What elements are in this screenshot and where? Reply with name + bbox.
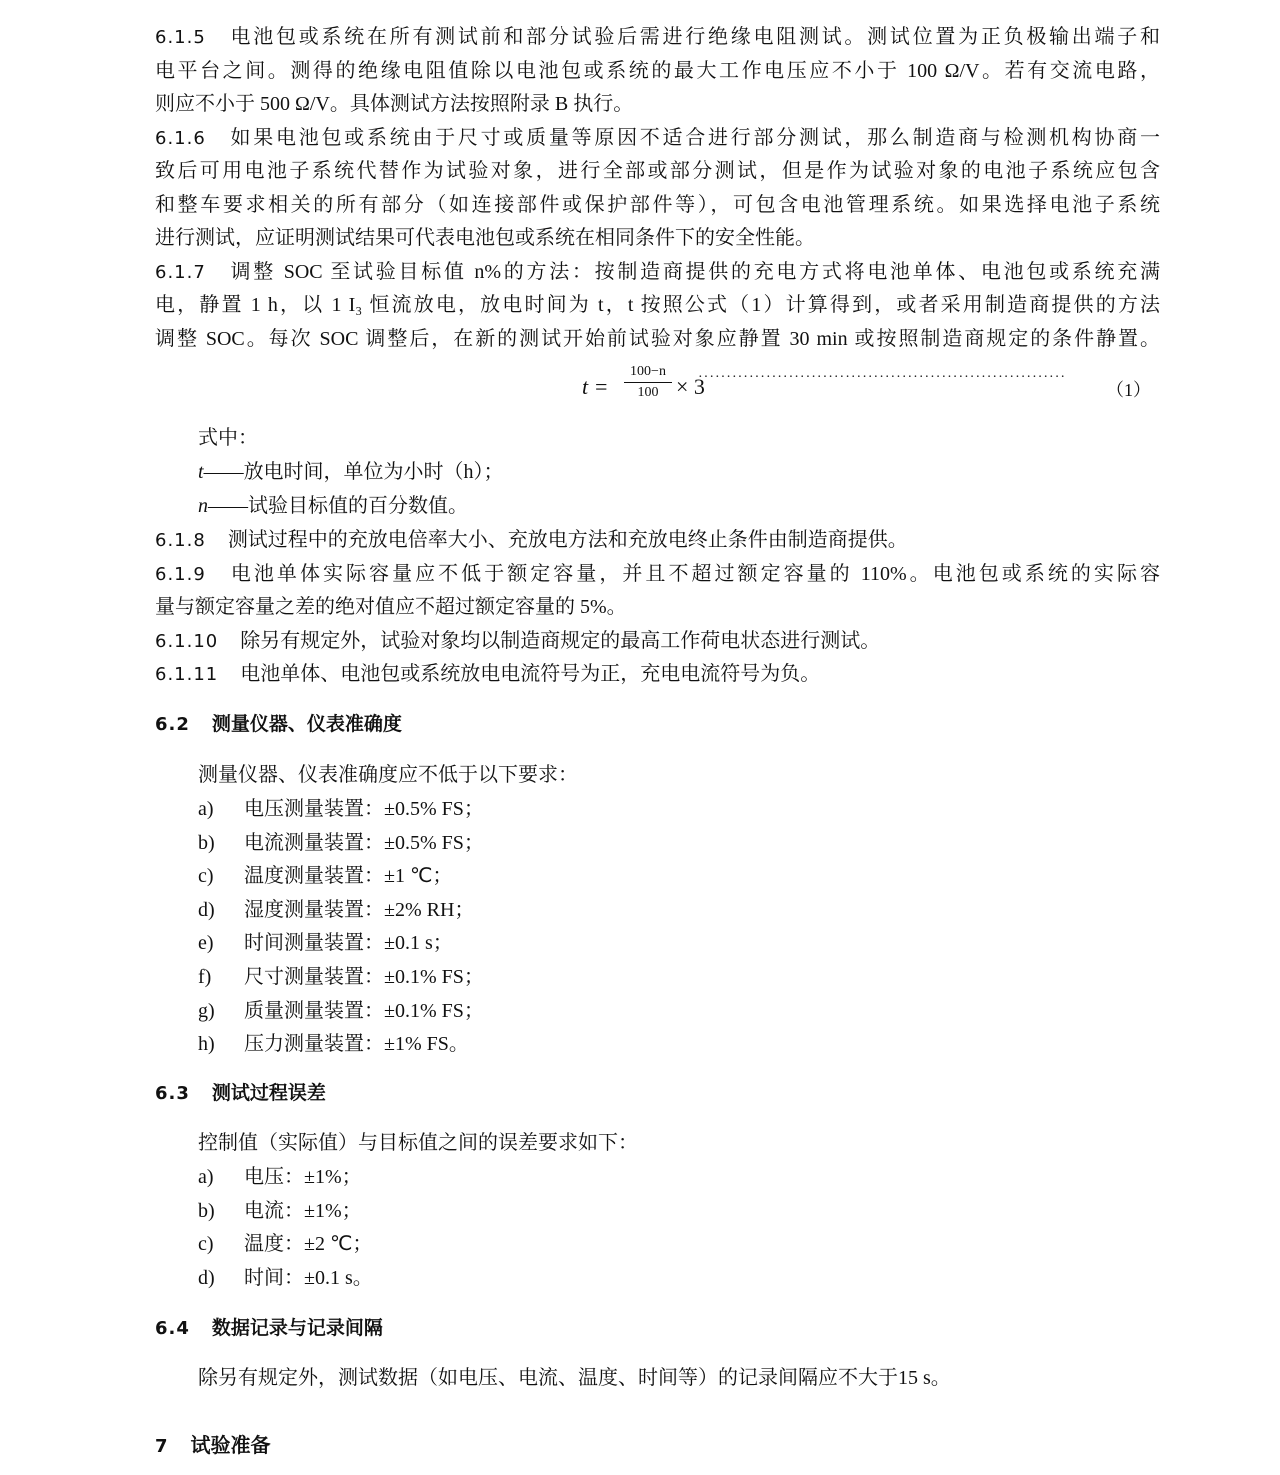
list-label: d) bbox=[198, 898, 215, 921]
list-text: 温度测量装置：±1 ℃； bbox=[244, 865, 453, 888]
clause-text: 测试过程中的充放电倍率大小、充放电方法和充放电终止条件由制造商提供。 bbox=[227, 529, 908, 551]
list-item bbox=[198, 964, 484, 990]
list-item bbox=[198, 1031, 469, 1057]
list-text: 质量测量装置：±0.1% FS； bbox=[244, 999, 484, 1022]
section-number: 6.2 bbox=[155, 714, 190, 735]
clause-number: 6.1.9 bbox=[155, 564, 206, 585]
section-number: 6.3 bbox=[155, 1083, 190, 1104]
list-label: a) bbox=[198, 1166, 214, 1188]
clause-6-1-11 bbox=[155, 661, 820, 687]
clause-number: 6.1.11 bbox=[155, 664, 219, 685]
section-title: 测量仪器、仪表准确度 bbox=[211, 713, 402, 735]
section-6-3-intro: 控制值（实际值）与目标值之间的误差要求如下： bbox=[198, 1132, 638, 1154]
clause-text: 如果电池包或系统由于尺寸或质量等原因不适合进行部分测试，那么制造商与检测机构协商一 bbox=[227, 127, 1160, 149]
clause-number: 6.1.5 bbox=[155, 27, 206, 48]
list-text: 时间：±0.1 s。 bbox=[244, 1267, 373, 1290]
list-label: f) bbox=[198, 966, 212, 988]
clause-6-1-5-line-1 bbox=[155, 24, 1160, 50]
list-item bbox=[198, 998, 484, 1024]
where-item-n bbox=[198, 493, 468, 519]
list-item bbox=[198, 1164, 362, 1190]
section-6-4-heading bbox=[155, 1315, 383, 1341]
clause-text: 调整 SOC 至试验目标值 n%的方法：按制造商提供的充电方式将电池单体、电池包或系统充满 bbox=[227, 261, 1160, 283]
formula-multiplier: × 3 bbox=[676, 374, 705, 399]
clause-number: 6.1.6 bbox=[155, 128, 206, 149]
list-label: h) bbox=[198, 1033, 215, 1056]
fraction-bar bbox=[624, 382, 672, 383]
list-label: g) bbox=[198, 999, 215, 1022]
list-text: 湿度测量装置：±2% RH； bbox=[244, 898, 475, 921]
formula-denominator: 100 bbox=[637, 385, 659, 400]
clause-text: 电池单体、电池包或系统放电电流符号为正，充电电流符号为负。 bbox=[240, 663, 821, 685]
list-text: 压力测量装置：±1% FS。 bbox=[244, 1033, 469, 1056]
chapter-7-heading bbox=[155, 1432, 271, 1458]
list-label: d) bbox=[198, 1267, 215, 1290]
list-item bbox=[198, 1231, 372, 1257]
formula-number: （1） bbox=[1106, 380, 1151, 400]
clause-text: 除另有规定外，试验对象均以制造商规定的最高工作荷电状态进行测试。 bbox=[240, 630, 881, 652]
formula-1 bbox=[582, 364, 1157, 414]
list-text: 温度：±2 ℃； bbox=[244, 1233, 373, 1256]
clause-6-1-8 bbox=[155, 527, 908, 553]
clause-6-1-7-line-1 bbox=[155, 259, 1160, 285]
list-item bbox=[198, 796, 484, 822]
symbol: t bbox=[198, 461, 204, 483]
list-text: 尺寸测量装置：±0.1% FS； bbox=[244, 966, 484, 988]
list-item bbox=[198, 930, 453, 956]
formula-leader-dots: ································································· bbox=[698, 370, 1067, 385]
clause-text: 电池包或系统在所有测试前和部分试验后需进行绝缘电阻测试。测试位置为正负极输出端子和 bbox=[227, 26, 1160, 48]
clause-number: 6.1.8 bbox=[155, 530, 206, 551]
clause-number: 6.1.10 bbox=[155, 631, 219, 652]
clause-6-1-9-line-2: 量与额定容量之差的绝对值应不超过额定容量的 5%。 bbox=[155, 596, 627, 618]
list-text: 时间测量装置：±0.1 s； bbox=[244, 932, 453, 955]
symbol: n bbox=[198, 495, 208, 517]
formula-numerator: 100−n bbox=[630, 364, 666, 379]
where-title: 式中： bbox=[198, 427, 258, 449]
clause-6-1-6-line-4: 进行测试，应证明测试结果可代表电池包或系统在相同条件下的安全性能。 bbox=[155, 227, 815, 249]
clause-6-1-10 bbox=[155, 628, 880, 654]
list-item bbox=[198, 897, 474, 923]
section-6-2-heading bbox=[155, 711, 402, 737]
definition: ——试验目标值的百分数值。 bbox=[208, 495, 468, 517]
list-text: 电压：±1%； bbox=[244, 1166, 362, 1188]
list-text: 电压测量装置：±0.5% FS； bbox=[244, 798, 484, 820]
list-item bbox=[198, 830, 484, 856]
definition: ——放电时间，单位为小时（h）； bbox=[203, 461, 504, 483]
clause-text: 电池单体实际容量应不低于额定容量，并且不超过额定容量的 110%。电池包或系统的实际容 bbox=[227, 563, 1160, 585]
list-item bbox=[198, 1198, 362, 1224]
clause-6-1-6-line-3: 和整车要求相关的所有部分（如连接部件或保护部件等），可包含电池管理系统。如果选择电池子系统 bbox=[155, 194, 1160, 216]
list-text: 电流：±1%； bbox=[244, 1199, 362, 1222]
clause-6-1-7-line-3: 调整 SOC。每次 SOC 调整后，在新的测试开始前试验对象应静置 30 min 或按照制造商规定的条件静置。 bbox=[155, 328, 1160, 350]
section-number: 6.4 bbox=[155, 1318, 190, 1339]
list-label: b) bbox=[198, 1199, 215, 1222]
chapter-number: 7 bbox=[155, 1436, 169, 1457]
section-title: 测试过程误差 bbox=[211, 1082, 326, 1104]
clause-6-1-7-line-2: 电，静置 1 h，以 1 I₃ 恒流放电，放电时间为 t，t 按照公式（1）计算得到，或者采用制造商提供的方法 bbox=[155, 294, 1160, 316]
section-6-3-heading bbox=[155, 1080, 326, 1106]
list-label: b) bbox=[198, 831, 215, 854]
section-6-4-text: 除另有规定外，测试数据（如电压、电流、温度、时间等）的记录间隔应不大于15 s。 bbox=[198, 1367, 951, 1389]
list-item bbox=[198, 863, 452, 889]
clause-number: 6.1.7 bbox=[155, 262, 206, 283]
list-label: e) bbox=[198, 932, 214, 955]
clause-6-1-9-line-1 bbox=[155, 561, 1160, 587]
chapter-title: 试验准备 bbox=[190, 1433, 271, 1457]
formula-lhs: t = bbox=[582, 374, 609, 399]
clause-6-1-5-line-3: 则应不小于 500 Ω/V。具体测试方法按照附录 B 执行。 bbox=[155, 93, 634, 115]
section-title: 数据记录与记录间隔 bbox=[211, 1317, 383, 1339]
clause-6-1-6-line-1 bbox=[155, 125, 1160, 151]
list-label: c) bbox=[198, 865, 214, 888]
clause-6-1-6-line-2: 致后可用电池子系统代替作为试验对象，进行全部或部分测试，但是作为试验对象的电池子系统应包含 bbox=[155, 160, 1160, 182]
clause-6-1-5-line-2: 电平台之间。测得的绝缘电阻值除以电池包或系统的最大工作电压应不小于 100 Ω/V。若有交流电路， bbox=[155, 60, 1160, 82]
where-item-t bbox=[198, 459, 504, 485]
list-item bbox=[198, 1265, 373, 1291]
section-6-2-intro: 测量仪器、仪表准确度应不低于以下要求： bbox=[198, 764, 578, 786]
list-text: 电流测量装置：±0.5% FS； bbox=[244, 831, 484, 854]
list-label: c) bbox=[198, 1233, 214, 1256]
formula-fraction bbox=[624, 364, 672, 401]
list-label: a) bbox=[198, 798, 214, 820]
